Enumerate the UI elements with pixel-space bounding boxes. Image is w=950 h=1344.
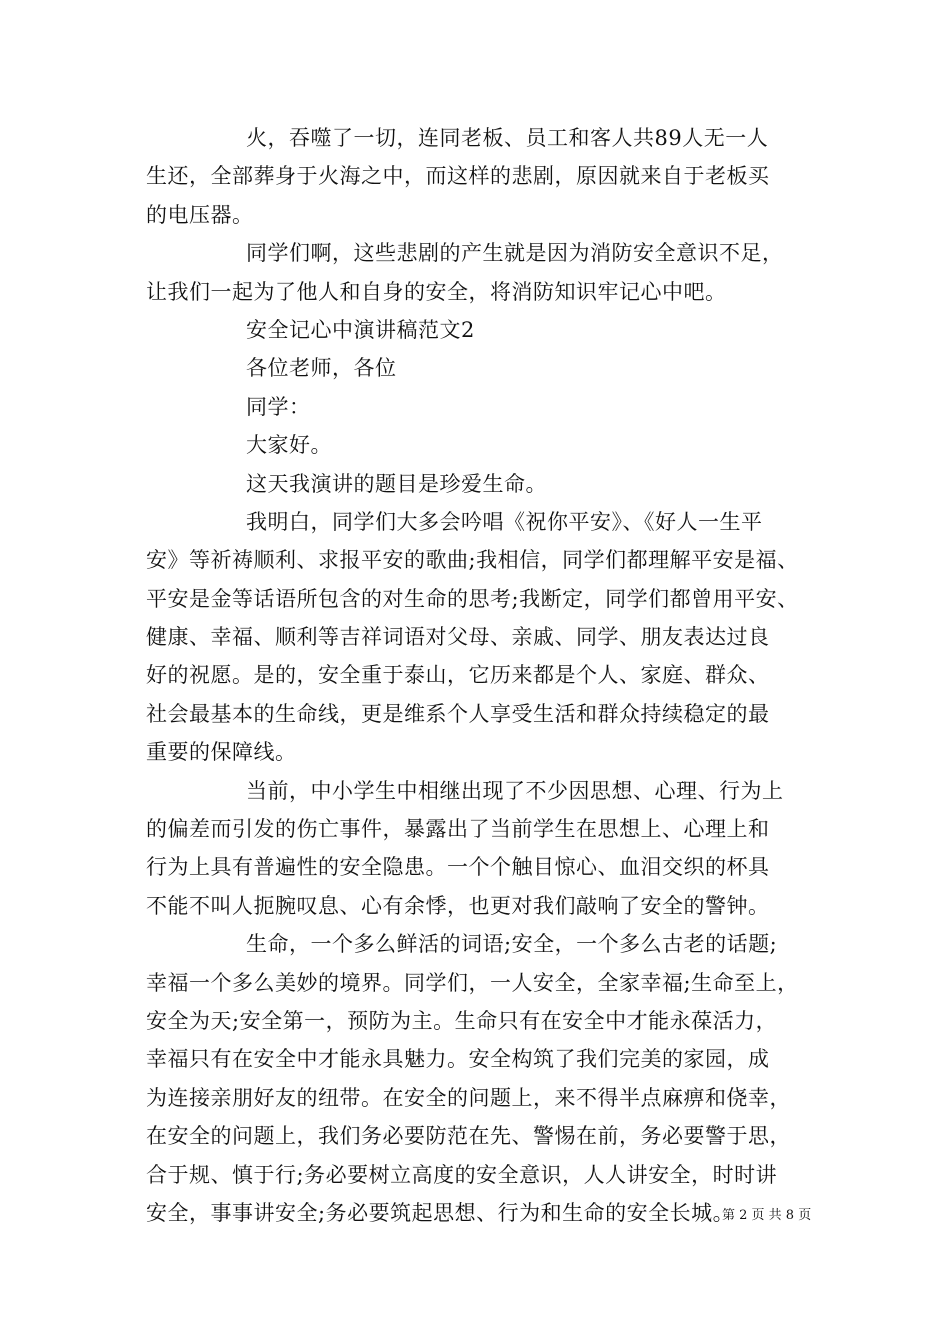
text-line: 幸福一个多么美妙的境界。同学们，一人安全，全家幸福;生命至上， — [146, 970, 799, 995]
text-line: 合于规、慎于行;务必要树立高度的安全意识，人人讲安全，时时讲 — [146, 1162, 778, 1187]
text-line: 安》等祈祷顺利、求报平安的歌曲;我相信，同学们都理解平安是福、 — [146, 548, 799, 573]
text-line: 重要的保障线。 — [146, 740, 297, 765]
salutation-line: 同学： — [246, 394, 311, 419]
text-line: 的偏差而引发的伤亡事件，暴露出了当前学生在思想上、心理上和 — [146, 817, 770, 842]
text-line: 安全为天;安全第一，预防为主。生命只有在安全中才能永葆活力， — [146, 1008, 778, 1033]
text-line: 让我们一起为了他人和自身的安全，将消防知识牢记心中吧。 — [146, 279, 727, 304]
section-title: 安全记心中演讲稿范文2 — [246, 317, 475, 342]
text-line: 在安全的问题上，我们务必要防范在先、警惕在前，务必要警于思， — [146, 1124, 791, 1149]
text-line: 这天我演讲的题目是珍爱生命。 — [246, 471, 547, 496]
page-number: 第 2 页 共 8 页 — [722, 1208, 812, 1223]
text-line: 同学们啊，这些悲剧的产生就是因为消防安全意识不足， — [246, 241, 784, 266]
text-line: 健康、幸福、顺利等吉祥词语对父母、亲戚、同学、朋友表达过良 — [146, 625, 770, 650]
text-line: 好的祝愿。是的，安全重于泰山，它历来都是个人、家庭、群众、 — [146, 663, 770, 688]
salutation-line: 各位老师，各位 — [246, 356, 397, 381]
text-line: 我明白，同学们大多会吟唱《祝你平安》、《好人一生平 — [246, 509, 763, 534]
text-line: 幸福只有在安全中才能永具魅力。安全构筑了我们完美的家园，成 — [146, 1047, 770, 1072]
text-line: 火，吞噬了一切，连同老板、员工和客人共89人无一人 — [246, 126, 769, 150]
text-line: 当前，中小学生中相继出现了不少因思想、心理、行为上 — [246, 778, 784, 803]
text-line: 生还，全部葬身于火海之中，而这样的悲剧，原因就来自于老板买 — [146, 164, 770, 189]
text-line: 的电压器。 — [146, 202, 254, 227]
text-line: 安全，事事讲安全;务必要筑起思想、行为和生命的安全长城。 — [146, 1200, 735, 1225]
text-line: 行为上具有普遍性的安全隐患。一个个触目惊心、血泪交织的杯具 — [146, 855, 770, 880]
document-body — [146, 119, 808, 1232]
text-line: 社会最基本的生命线，更是维系个人享受生活和群众持续稳定的最 — [146, 701, 770, 726]
text-line: 生命，一个多么鲜活的词语;安全，一个多么古老的话题; — [246, 932, 778, 957]
greeting-line: 大家好。 — [246, 433, 332, 458]
text-line: 平安是金等话语所包含的对生命的思考;我断定，同学们都曾用平安、 — [146, 586, 799, 611]
text-line: 不能不叫人扼腕叹息、心有余悸，也更对我们敲响了安全的警钟。 — [146, 893, 770, 918]
text-line: 为连接亲朋好友的纽带。在安全的问题上，来不得半点麻痹和侥幸， — [146, 1085, 791, 1110]
